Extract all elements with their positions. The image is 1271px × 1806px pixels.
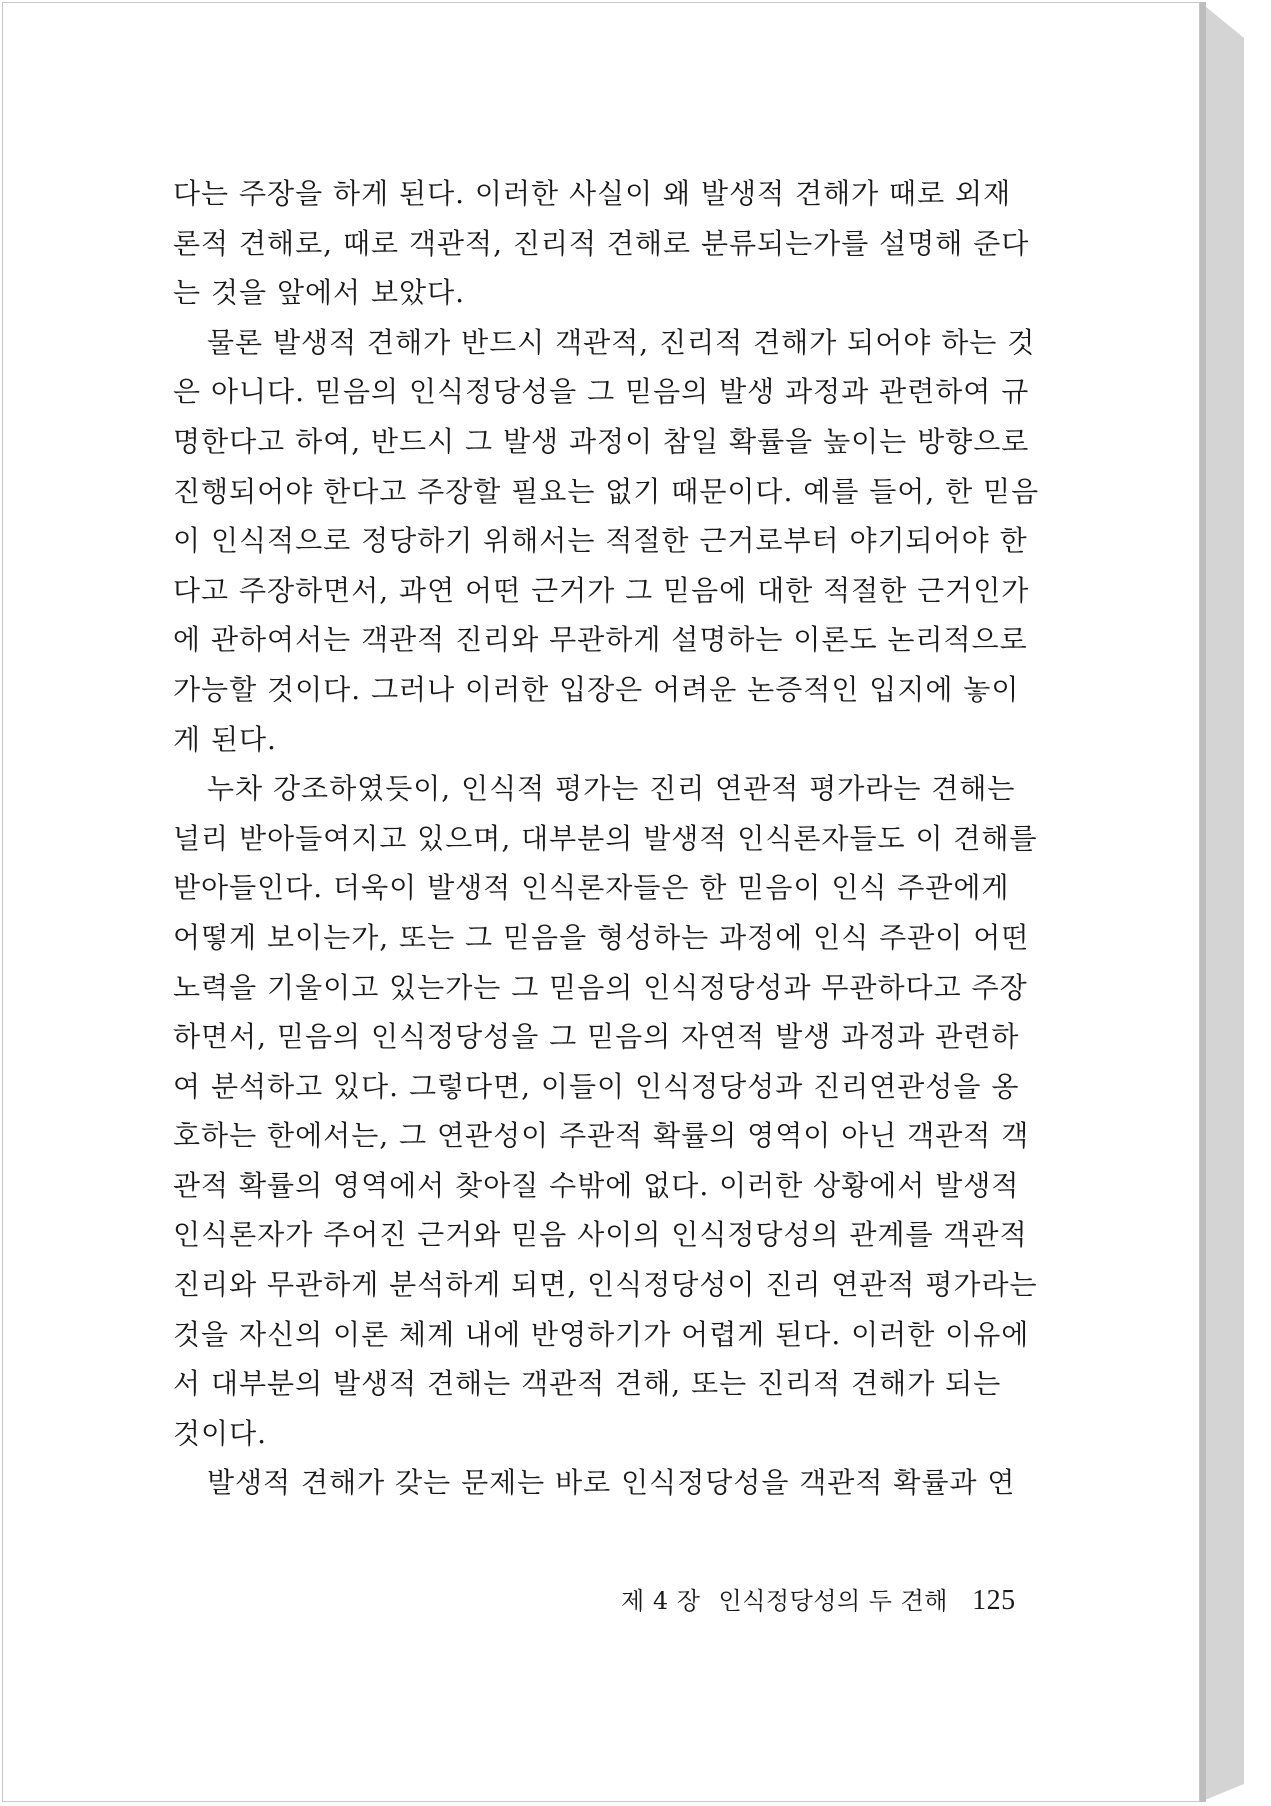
text-line: 호하는 한에서는, 그 연관성이 주관적 확률의 영역이 아닌 객관적 객 — [173, 1119, 1030, 1153]
text-line: 진행되어야 한다고 주장할 필요는 없기 때문이다. 예를 들어, 한 믿음 — [173, 474, 1040, 508]
book-spine-edge — [1200, 2, 1244, 1802]
chapter-label: 제 4 장 — [621, 1587, 701, 1615]
text-line: 노력을 기울이고 있는가는 그 믿음의 인식정당성과 무관하다고 주장 — [173, 970, 1028, 1004]
body-text — [173, 169, 1040, 1508]
text-line: 명한다고 하여, 반드시 그 발생 과정이 참일 확률을 높이는 방향으로 — [173, 424, 1030, 458]
text-line: 진리와 무관하게 분석하게 되면, 인식정당성이 진리 연관적 평가라는 — [173, 1268, 1038, 1302]
book-page — [2, 2, 1200, 1802]
text-line: 여 분석하고 있다. 그렇다면, 이들이 인식정당성과 진리연관성을 옹 — [173, 1069, 1020, 1103]
text-line: 는 것을 앞에서 보았다. — [173, 276, 466, 310]
running-footer — [621, 1581, 1026, 1617]
text-line: 누차 강조하였듯이, 인식적 평가는 진리 연관적 평가라는 견해는 — [207, 772, 1016, 806]
text-line: 발생적 견해가 갖는 문제는 바로 인식정당성을 객관적 확률과 연 — [207, 1466, 1016, 1500]
text-line: 것이다. — [173, 1416, 268, 1450]
text-line: 인식론자가 주어진 근거와 믿음 사이의 인식정당성의 관계를 객관적 — [173, 1218, 1028, 1252]
text-line: 하면서, 믿음의 인식정당성을 그 믿음의 자연적 발생 과정과 관련하 — [173, 1020, 1020, 1054]
text-line: 가능할 것이다. 그러나 이러한 입장은 어려운 논증적인 입지에 놓이 — [173, 672, 1020, 706]
text-line: 론적 견해로, 때로 객관적, 진리적 견해로 분류되는가를 설명해 준다 — [173, 226, 1030, 260]
text-line: 널리 받아들여지고 있으며, 대부분의 발생적 인식론자들도 이 견해를 — [173, 821, 1038, 855]
chapter-title: 인식정당성의 두 견해 — [718, 1587, 948, 1615]
text-line: 어떻게 보이는가, 또는 그 믿음을 형성하는 과정에 인식 주관이 어떤 — [173, 920, 1030, 954]
page-number: 125 — [972, 1585, 1016, 1616]
text-line: 에 관하여서는 객관적 진리와 무관하게 설명하는 이론도 논리적으로 — [173, 623, 1028, 657]
text-line: 관적 확률의 영역에서 찾아질 수밖에 없다. 이러한 상황에서 발생적 — [173, 1168, 1020, 1202]
book-spine-shadow — [1200, 2, 1206, 1802]
text-line: 서 대부분의 발생적 견해는 객관적 견해, 또는 진리적 견해가 되는 — [173, 1367, 1002, 1401]
text-line: 받아들인다. 더욱이 발생적 인식론자들은 한 믿음이 인식 주관에게 — [173, 871, 1010, 905]
text-line: 다고 주장하면서, 과연 어떤 근거가 그 믿음에 대한 적절한 근거인가 — [173, 573, 1030, 607]
text-line: 다는 주장을 하게 된다. 이러한 사실이 왜 발생적 견해가 때로 외재 — [173, 177, 1012, 210]
text-line: 물론 발생적 견해가 반드시 객관적, 진리적 견해가 되어야 하는 것 — [207, 325, 1036, 359]
text-line: 것을 자신의 이론 체계 내에 반영하기가 어렵게 된다. 이러한 이유에 — [173, 1317, 1030, 1351]
text-line: 이 인식적으로 정당하기 위해서는 적절한 근거로부터 야기되어야 한 — [173, 524, 1028, 558]
text-line: 은 아니다. 믿음의 인식정당성을 그 믿음의 발생 과정과 관련하여 규 — [173, 375, 1030, 409]
text-line: 게 된다. — [173, 722, 277, 756]
